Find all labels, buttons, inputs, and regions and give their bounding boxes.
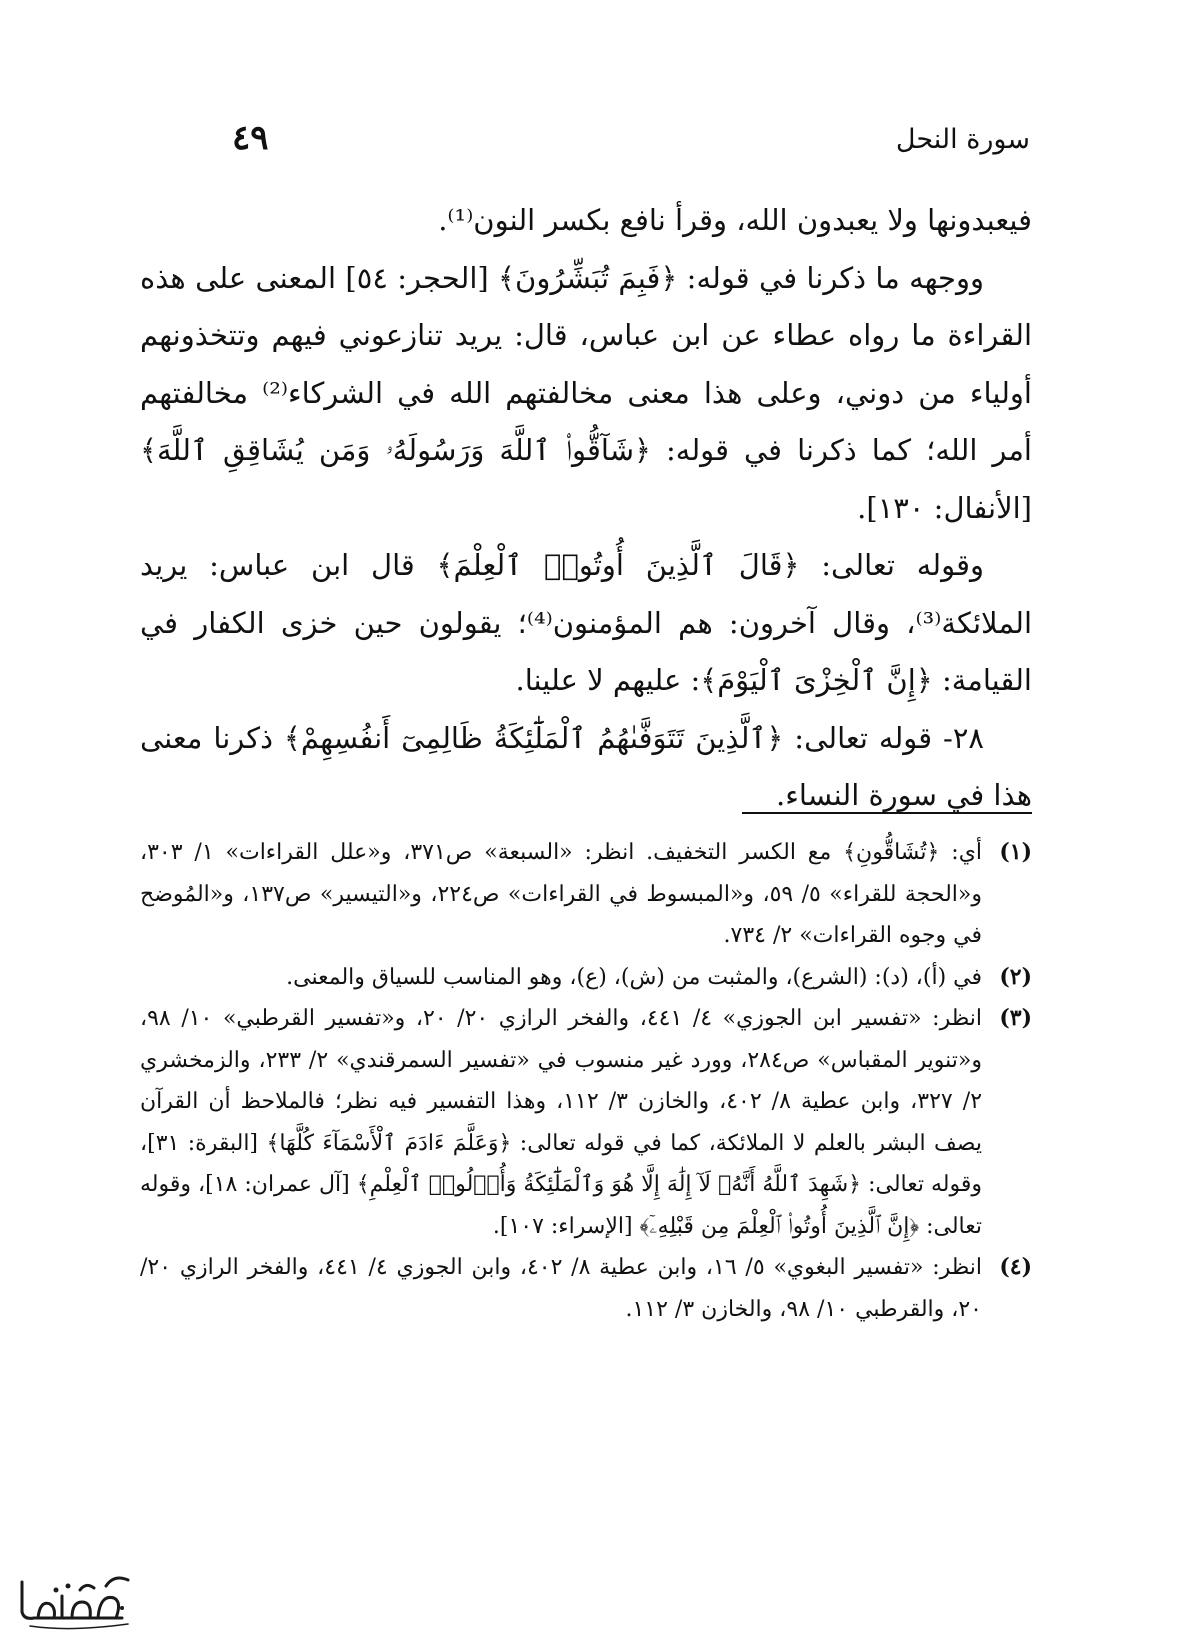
page-header [200,118,1030,168]
footnote [140,1247,1032,1330]
footnote [140,998,1032,1247]
surah-title: سورة النحل [895,124,1030,155]
footnotes [140,832,1032,1330]
footnote-number: (٢) [999,963,1032,990]
paragraph: وقوله تعالى: ﴿قَالَ ٱلَّذِينَ أُوتُوا۟ ٱلْعِلْمَ﴾ قال ابن عباس: يريد الملائكة⁽³⁾، وقال آخرون: هم المؤمنون⁽⁴⁾؛ يقولون حين خزى الكفار في القيامة: ﴿إِنَّ ٱلْخِزْىَ ٱلْيَوْمَ﴾: عليهم لا علينا. [140,548,1033,697]
calligraphy-logo-icon [10,1560,140,1635]
main-text [140,192,1032,825]
footnote-text: في (أ)، (د): (الشرع)، والمثبت من (ش)، (ع)، وهو المناسب للسياق والمعنى. [286,964,982,990]
footnote-number: (١) [999,839,1032,865]
paragraph: فيعبدونها ولا يعبدون الله، وقرأ نافع بكسر النون⁽¹⁾. [438,203,1032,237]
footnote [140,832,1032,957]
footnote-separator [742,812,1032,814]
page-number: ٤٩ [232,118,269,158]
footnote-text: انظر: «تفسير ابن الجوزي» ٤/ ٤٤١، والفخر الرازي ٢٠/ ٢٠، و«تفسير القرطبي» ١٠/ ٩٨، و«تنوير المقباس» ص٢٨٤، وورد غير منسوب في «تفسير السمرقندي» ٢/ ٢٣٣، والزمخشري ٢/ ٣٢٧، وابن عطية ٨/ ٤٠٢، والخازن ٣/ ١١٢، وهذا التفسير فيه نظر؛ فالملاحظ أن القرآن يصف البشر بالعلم لا الملائكة، كما في قوله تعالى: ﴿وَعَلَّمَ ءَادَمَ ٱلْأَسْمَآءَ كُلَّهَا﴾ [البقرة: ٣١]، وقوله تعالى: ﴿شَهِدَ ٱللَّهُ أَنَّهُۥ لَآ إِلَٰهَ إِلَّا هُوَ وَٱلْمَلَٰٓئِكَةُ وَأُو۟لُوا۟ ٱلْعِلْمِ﴾ [آل عمران: ١٨]، وقوله تعالى: ﴿إِنَّ ٱلَّذِينَ أُوتُوا۟ ٱلْعِلْمَ مِن قَبْلِهِۦٓ﴾ [الإسراء: ١٠٧]. [140,1006,983,1239]
footnote [140,957,1032,999]
footnote-number: (٣) [999,1005,1032,1031]
footnote-text: أي: ﴿تُشَاقُّونِ﴾ مع الكسر التخفيف. انظر: «السبعة» ص٣٧١، و«علل القراءات» ١/ ٣٠٣، و«الحجة للقراء» ٥/ ٥٩، و«المبسوط في القراءات» ص٢٢٤، و«التيسير» ص١٣٧، و«المُوضح في وجوه القراءات» ٢/ ٧٣٤. [140,840,983,948]
footnote-text: انظر: «تفسير البغوي» ٥/ ١٦، وابن عطية ٨/ ٤٠٢، وابن الجوزي ٤/ ٤٤١، والفخر الرازي ٢٠/ ٢٠، والقرطبي ١٠/ ٩٨، والخازن ٣/ ١١٢. [140,1255,983,1322]
footnote-number: (٤) [999,1254,1032,1280]
paragraph: ٢٨- قوله تعالى: ﴿ٱلَّذِينَ تَتَوَفَّىٰهُمُ ٱلْمَلَٰٓئِكَةُ ظَالِمِىٓ أَنفُسِهِمْ﴾ ذكرنا معنى هذا في سورة النساء. [140,720,1032,812]
paragraph: ووجهه ما ذكرنا في قوله: ﴿فَبِمَ تُبَشِّرُونَ﴾ [الحجر: ٥٤] المعنى على هذه القراءة ما رواه عطاء عن ابن عباس، قال: يريد تنازعوني فيهم وتتخذونهم أولياء من دوني، وعلى هذا معنى مخالفتهم الله في الشركاء⁽²⁾ مخالفتهم أمر الله؛ كما ذكرنا في قوله: ﴿شَآقُّوا۟ ٱللَّهَ وَرَسُولَهُۥ وَمَن يُشَاقِقِ ٱللَّهَ﴾ [الأنفال: ١٣٠]. [140,260,1032,525]
